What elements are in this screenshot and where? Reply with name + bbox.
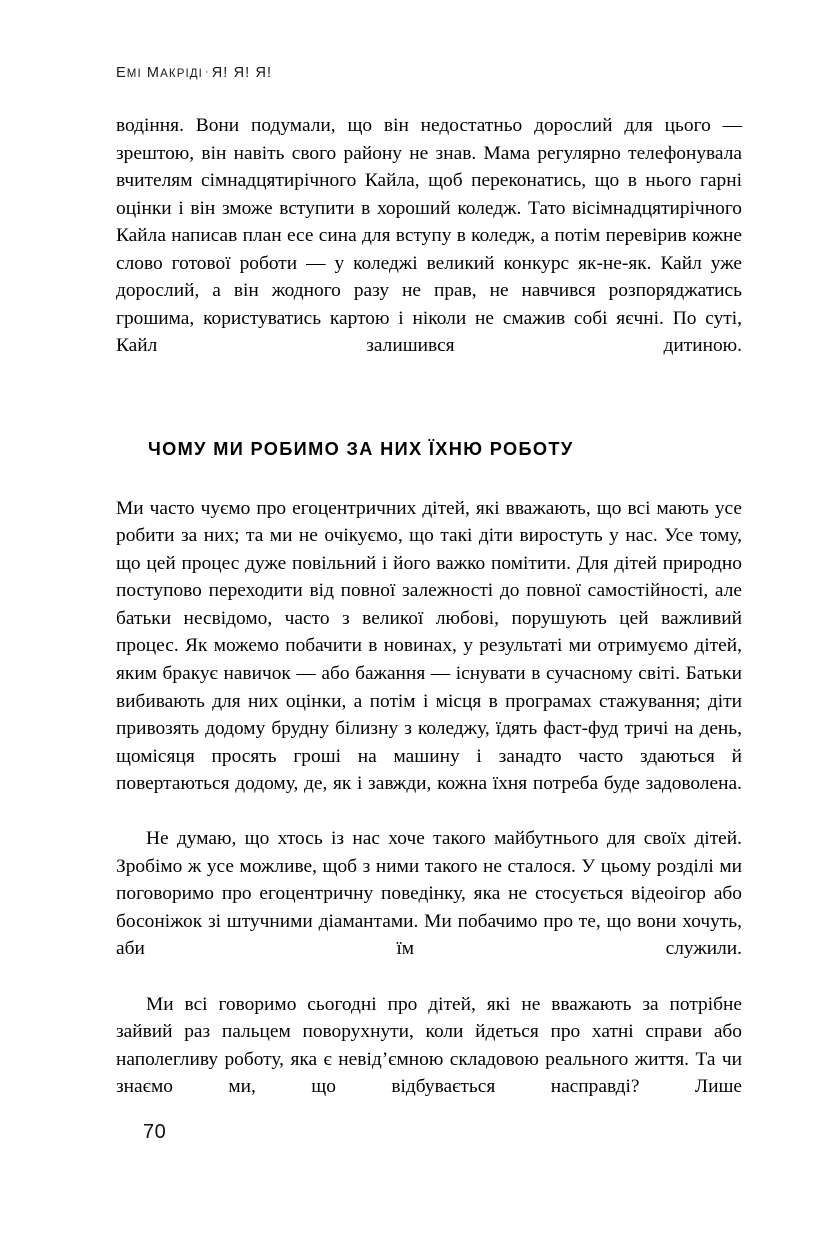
running-head-title: Я! Я! Я! — [211, 65, 273, 81]
running-head-author: ЕМІ МАКРІДІ — [116, 65, 203, 81]
paragraph-continuation: водіння. Вони подумали, що він недостатньо дорослий для цього — зрештою, він навіть свого району не знав. Мама регулярно телефонувала вчителям сімнадцятирічного Кайла, щоб переконатись, що в нього гарні оцінки і він зможе вступити в хороший коледж. Тато вісімнадцятирічного Кайла написав план есе сина для вступу в коледж, а потім перевірив кожне слово готової роботи — у коледжі великий конкурс як-не-як. Кайл уже дорослий, а він жодного разу не прав, не навчився розпоряджатись грошима, користуватись картою і ніколи не смажив собі яєчні. По суті, Кайл залишився дитиною. — [116, 115, 742, 357]
running-head-separator: · — [204, 66, 210, 78]
paragraph-2: Не думаю, що хтось із нас хоче такого майбутнього для своїх дітей. Зробімо ж усе можливе, щоб з ними такого не сталося. У цьому розділі ми поговоримо про егоцентричну поведінку, яка не стосується відеоігор або босоніжок зі штучними діамантами. Ми побачимо про те, що вони хочуть, аби їм служили. — [116, 828, 742, 960]
spacer-below-heading — [116, 459, 742, 495]
paragraph-1: Ми часто чуємо про егоцентричних дітей, які вважають, що всі мають усе робити за них; та ми не очікуємо, що такі діти виростуть у нас. Усе тому, що цей процес дуже повільний і його важко помітити. Для дітей природно поступово переходити від повної залежності до повної самостійності, але батьки несвідомо, часто з великої любові, порушують цей важливий процес. Як можемо побачити в новинах, у результаті ми отримуємо дітей, яким бракує навичок — або бажання — існувати в сучасному світі. Батьки вибивають для них оцінки, а потім і місця в програмах стажування; діти привозять додому брудну білизну з коледжу, їдять фаст-фуд тричі на день, щомісяця просять гроші на машину і занадто часто здаються й повертаються додому, де, як і завжди, кожна їхня потреба буде задоволена. — [116, 497, 742, 795]
spacer-above-heading — [116, 387, 742, 440]
paragraph-3: Ми всі говоримо сьогодні про дітей, які не вважають за потрібне зайвий раз пальцем поворухнути, коли йдеться про хатні справи або наполегливу роботу, яка є невід’ємною складовою реального життя. Та чи знаємо ми, що відбувається насправді? Лише — [116, 993, 742, 1098]
running-head — [116, 66, 742, 81]
section-heading: ЧОМУ МИ РОБИМО ЗА НИХ ЇХНЮ РОБОТУ — [148, 439, 574, 460]
page-number: 70 — [143, 1121, 167, 1143]
text-column — [116, 112, 742, 1128]
